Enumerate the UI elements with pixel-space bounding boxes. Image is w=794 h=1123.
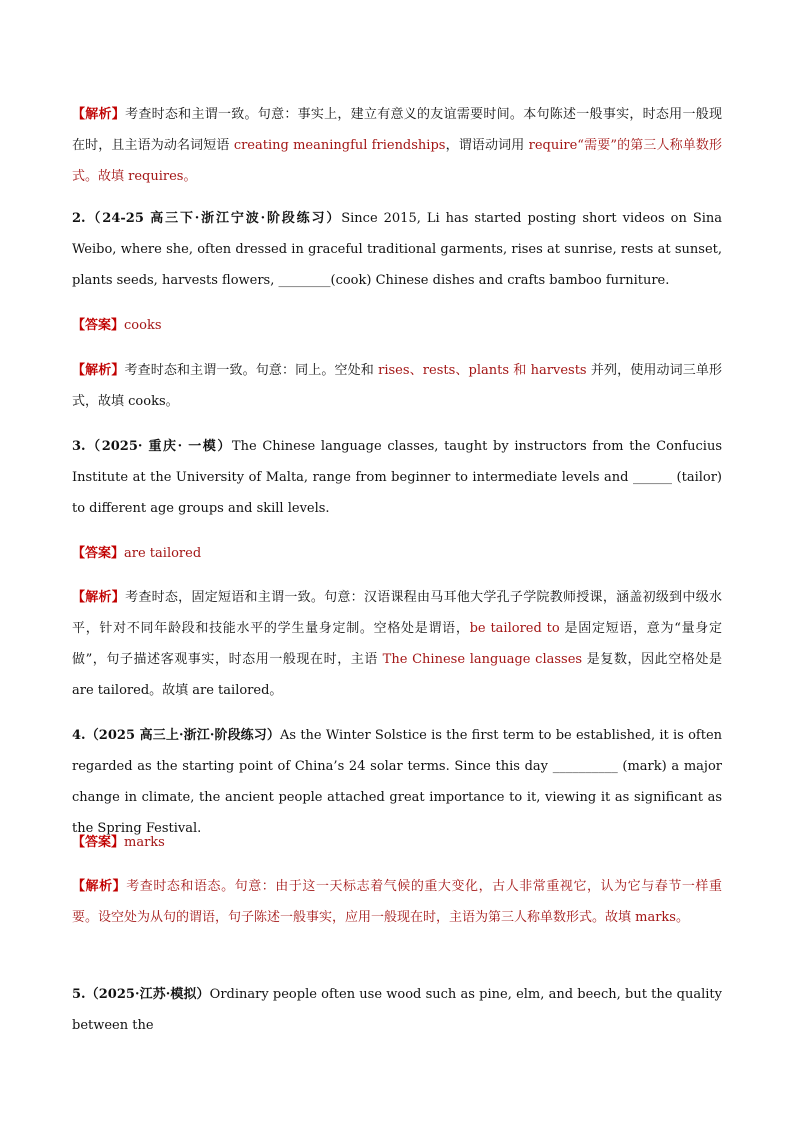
q4-text-a: As the Winter Solstice is the first term to be established, it is often regarded as the starting point of China’s 24 solar terms. Since this day [72,728,723,774]
q2-analysis [72,355,722,417]
analysis-tag: 【解析】 [72,590,126,605]
q4-answer [72,827,722,858]
q3-text-b: (tailor) to different age groups and skill levels. [72,470,722,516]
q5-text-a: Ordinary people often use wood such as pine, elm, and beech, but the quality between the [72,987,722,1033]
q1-analysis-highlight: creating meaningful friendships [233,138,446,153]
q4-analysis [72,871,722,933]
q4-source: （2025 高三上·浙江·阶段练习） [85,728,281,743]
q4-analysis-text: 考查时态和语态。句意：由于这一天标志着气候的重大变化，古人非常重视它，认为它与春节一样重要。设空处为从句的谓语，句子陈述一般事实，应用一般现在时，主语为第三人称单数形式。故填 marks。 [72,879,722,925]
q5-stem [72,979,722,1041]
q1-analysis-text-d: require“需要”的第三人称单数形式。故填 requires。 [72,138,722,184]
q3-analysis-text-a: 考查时态，固定短语和主谓一致。句意：汉语课程由马耳他大学孔子学院教师授课，涵盖初级到中级水平，针对不同年龄段和技能水平的学生量身定制。空格处是谓语， [72,590,722,636]
q2-blank: ________ [278,273,331,288]
q4-text-b: (mark) a major change in climate, the ancient people attached great importance to it, viewing it as significant as the Spring Festival. [72,759,722,836]
q1-analysis-text-a: 考查时态和主谓一致。句意：事实上，建立有意义的友谊需要时间。本句陈述一般事实，时态用一般现在时，且主语为动名词短语 [72,107,722,153]
q3-analysis-subject: The Chinese language classes [382,652,583,667]
q2-answer [72,310,722,341]
q2-text-a: Since 2015, Li has started posting short videos on Sina Weibo, where she, often dressed in graceful traditional garments, rises at sunrise, rests at sunset, plants seeds, harvests flowers, [72,211,723,288]
q3-analysis-text-e: 是复数，因此空格处是 are tailored。故填 are tailored。 [72,652,722,698]
q3-analysis [72,582,722,706]
q3-source: （2025· 重庆· 一模） [85,439,232,454]
answer-tag: 【答案】 [72,318,125,333]
q4-blank: __________ [552,759,618,774]
q3-stem [72,431,722,524]
q1-analysis-text-c: ，谓语动词用 [445,138,529,153]
q3-blank: ______ [633,470,672,485]
q4-stem [72,720,722,844]
q2-analysis-text-a: 考查时态和主谓一致。句意：同上。空处和 [124,363,379,378]
answer-tag: 【答案】 [72,546,125,561]
q2-answer-value: cooks [124,318,162,333]
analysis-tag: 【解析】 [72,107,126,122]
q3-answer-value: are tailored [124,546,202,561]
analysis-tag: 【解析】 [72,879,127,894]
q4-answer-value: marks [124,835,165,850]
q3-number: 3. [72,439,86,454]
q4-number: 4. [72,728,86,743]
q3-answer [72,538,722,569]
answer-tag: 【答案】 [72,835,125,850]
q2-analysis-highlight: rises、rests、plants 和 harvests [378,363,587,378]
q2-text-b: (cook) Chinese dishes and crafts bamboo furniture. [330,273,670,288]
q2-analysis-text-c: 并列，使用动词三单形式，故填 cooks。 [72,363,722,409]
q3-analysis-text-c: 是固定短语，意为“量身定做”，句子描述客观事实，时态用一般现在时，主语 [72,621,722,667]
q3-text-a: The Chinese language classes, taught by instructors from the Confucius Institute at the University of Malta, range from beginner to intermediate levels and [72,439,722,485]
q5-number: 5. [72,987,86,1002]
q2-number: 2. [72,211,86,226]
q2-source: （24-25 高三下·浙江宁波·阶段练习） [85,211,342,226]
q1-analysis [72,99,722,192]
analysis-tag: 【解析】 [72,363,125,378]
q3-analysis-phrase: be tailored to [469,621,560,636]
q5-source: （2025·江苏·模拟） [85,987,210,1002]
q2-stem [72,203,722,296]
